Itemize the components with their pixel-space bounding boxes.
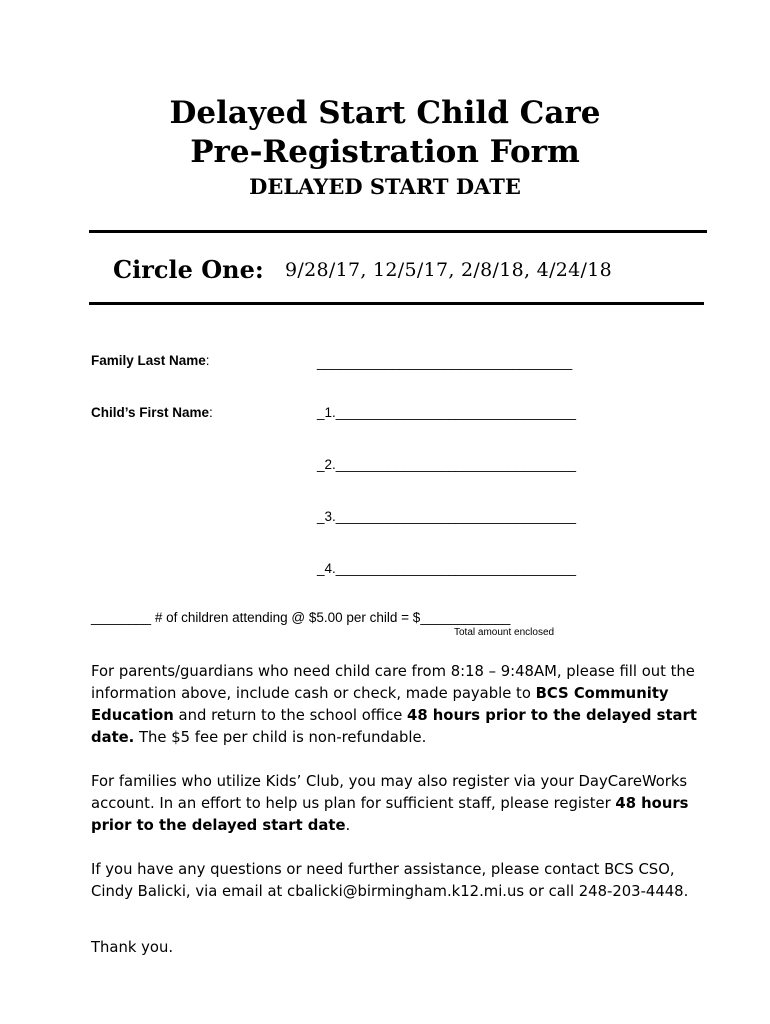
- children-fee-line[interactable]: ________ # of children attending @ $5.00 per child = $____________: [91, 610, 511, 625]
- child-name-field-2[interactable]: _2.________________________________: [317, 457, 577, 472]
- circle-one-dates: 9/28/17, 12/5/17, 2/8/18, 4/24/18: [285, 259, 613, 281]
- kids-club-paragraph: [91, 771, 701, 837]
- label-colon: :: [205, 353, 210, 368]
- p1-bold-deadline: 48 hours prior to the delayed start date.: [91, 707, 697, 746]
- thank-you-text: Thank you.: [91, 939, 174, 956]
- bottom-divider: [89, 302, 704, 305]
- family-last-name-label-text: Family Last Name: [91, 353, 206, 368]
- top-divider: [89, 230, 707, 233]
- p2-bold-deadline: 48 hours prior to the delayed start date: [91, 795, 689, 834]
- p1-bold-payee: BCS Community Education: [91, 685, 669, 724]
- form-title-line1: Delayed Start Child Care: [169, 95, 601, 131]
- child-first-name-label-text: Child’s First Name: [91, 405, 210, 420]
- form-subtitle: DELAYED START DATE: [249, 174, 521, 199]
- label-colon: :: [209, 405, 213, 420]
- child-first-name-label: [91, 405, 213, 420]
- p1-text-2: and return to the school office: [173, 707, 408, 724]
- family-last-name-field[interactable]: __________________________________: [317, 355, 573, 370]
- instructions-paragraph: [91, 661, 701, 749]
- p1-text: For parents/guardians who need child care from 8:18 – 9:48AM, please fill out the information above, include cash or check, made payable to: [91, 663, 695, 702]
- p2-text-2: .: [345, 817, 351, 834]
- circle-one-label: Circle One:: [113, 255, 264, 284]
- p1-text-3: The $5 fee per child is non-refundable.: [134, 729, 427, 746]
- child-name-field-4[interactable]: _4.________________________________: [317, 561, 577, 576]
- p2-text: For families who utilize Kids’ Club, you may also register via your DayCareWorks account. In an effort to help us plan for sufficient staff, please register: [91, 773, 688, 812]
- family-last-name-label: [91, 353, 210, 368]
- child-name-field-3[interactable]: _3.________________________________: [317, 509, 577, 524]
- form-title-line2: Pre-Registration Form: [190, 134, 580, 170]
- contact-paragraph: If you have any questions or need further assistance, please contact BCS CSO, Cindy Balicki, via email at cbalicki@birmingham.k12.mi.us or call 248-203-4448.: [91, 861, 689, 900]
- total-amount-caption: Total amount enclosed: [454, 627, 555, 638]
- child-name-field-1[interactable]: _1.________________________________: [317, 405, 577, 420]
